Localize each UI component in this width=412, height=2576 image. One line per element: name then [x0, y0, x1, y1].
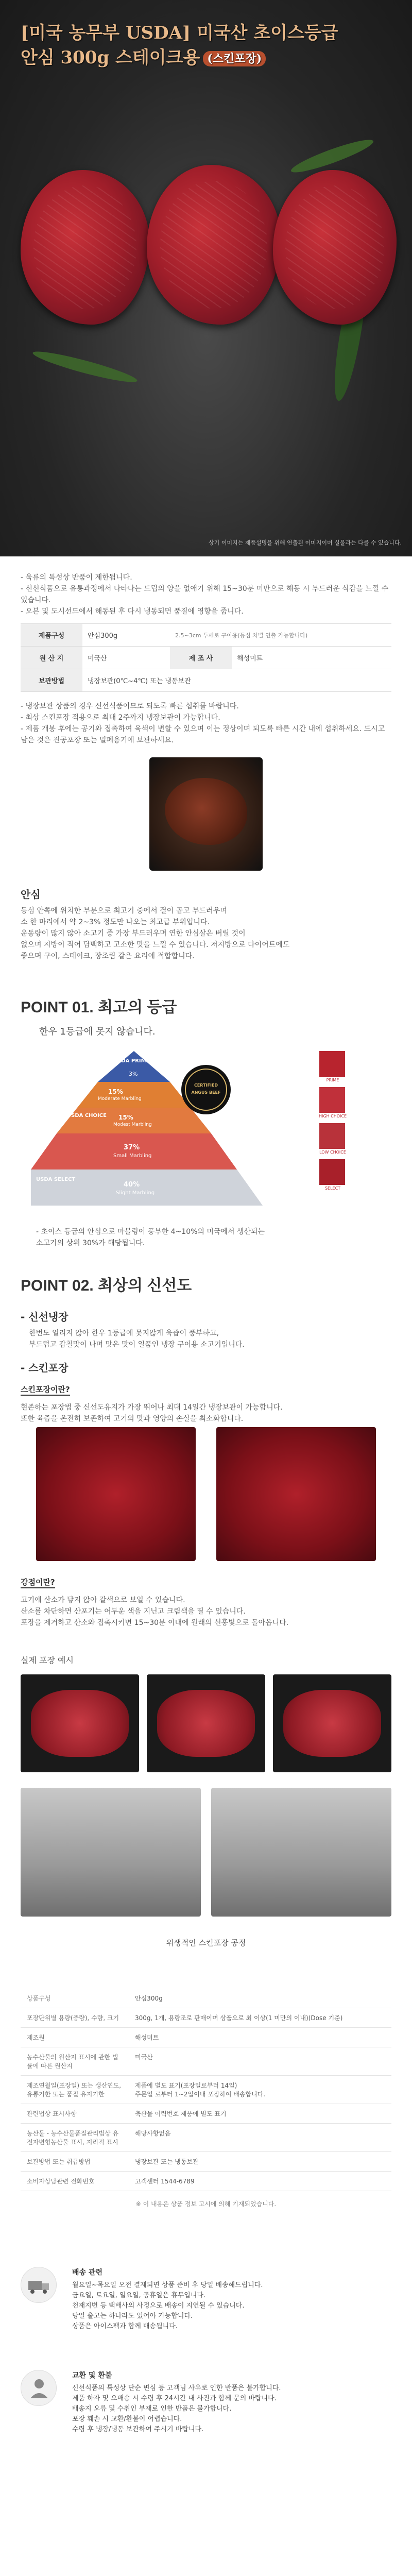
- spec-disclaimer: ※ 이 내용은 상품 정보 고시에 의해 기재되었습니다.: [135, 2200, 277, 2208]
- point2-title: POINT 02. 최상의 신선도: [21, 1277, 192, 1294]
- grade-swatch-high-choice: [319, 1087, 345, 1113]
- table-row: 농산물 - 농수산물품질관리법상 유전자변형농산물 표시, 지리적 표시 해당사항없음: [21, 2124, 391, 2152]
- table-row: 관련법상 표시사항 축산물 이력번호 제품에 별도 표기: [21, 2104, 391, 2124]
- packaging-machine-photo-1: [21, 1788, 201, 1917]
- intro-line: - 육류의 특성상 반품이 제한됩니다.: [21, 573, 132, 582]
- steak-image-right: [273, 170, 397, 325]
- steak-image-left: [21, 170, 149, 325]
- choice-mid-desc: Modest Marbling: [113, 1122, 152, 1127]
- choice-mid-pct: 15%: [118, 1114, 133, 1121]
- point1-subtitle: 한우 1등급에 못지 않습니다.: [39, 1026, 156, 1037]
- package-photo-1: [21, 1674, 139, 1772]
- grade-swatch-select: [319, 1159, 345, 1185]
- skin-heading: - 스킨포장: [21, 1362, 68, 1374]
- storage-line: - 최상 스킨포장 적용으로 최대 2주까지 냉장보관이 가능합니다.: [21, 714, 220, 722]
- grade-swatch-low-choice: [319, 1123, 345, 1149]
- swatch-label: HIGH CHOICE: [318, 1114, 347, 1118]
- table-row: 소비자상담관련 전화번호 고객센터 1544-6789: [21, 2172, 391, 2191]
- delivery-title: 배송 관련: [72, 2268, 102, 2277]
- swatch-label: LOW CHOICE: [319, 1150, 346, 1155]
- point1-title: POINT 01. 최고의 등급: [21, 999, 177, 1016]
- prime-pct: 3%: [129, 1071, 138, 1077]
- swatch-label: SELECT: [324, 1186, 341, 1191]
- strength-section: 강점이란? 고기에 산소가 닿지 않아 갈색으로 보일 수 있습니다. 산소를 차단하면 산포기는 어두운 색을 지닌고 크림색을 띨 수 있습니다. 포장을 제거하고 산소와 접촉시키면 15~30분 이내에 원래의 선홍빛으로 돌아옵니다.: [21, 1578, 289, 1627]
- package-photo-2: [147, 1674, 265, 1772]
- tenderloin-section: 안심 등심 안쪽에 위치한 부분으로 최고기 중에서 결이 곱고 부드러우며 소 한 마리에서 약 2~3% 정도만 나오는 최고급 부위입니다. 운동량이 많지 않아 소고기 중 가장 부드러우며 연한 안심살은 버릴 것이 없으며 지방이 적어 담백하고 고소한 맛을 느낄 수 있습니다. 저지방으로 다이어트에도 좋으며 구이, 스테이크, 장조림 같은 요리에 적합합니다.: [0, 886, 412, 962]
- badge-line-1: CERTIFIED: [194, 1083, 218, 1088]
- skin-pack-photo-1: [36, 1427, 196, 1561]
- product-title: [21, 21, 391, 71]
- hero-banner: [0, 0, 412, 556]
- exchange-title: 교환 및 환불: [72, 2371, 112, 2380]
- badge-line-2: ANGUS BEEF: [191, 1090, 221, 1095]
- pyramid-prime: [98, 1051, 170, 1082]
- real-photo-caption: 실제 포장 예시: [21, 1655, 74, 1665]
- hygiene-caption: 위생적인 스킨포장 공정: [166, 1938, 246, 1947]
- pyramid-choice-mid: [57, 1108, 211, 1133]
- spec-table: [21, 1989, 391, 2208]
- table-row: 보관방법 냉장보관(0℃~4℃) 또는 냉동보관: [21, 669, 391, 692]
- steak-image-center: [147, 165, 281, 325]
- truck-icon: [21, 2267, 57, 2303]
- packaging-machine-photo-2: [211, 1788, 391, 1917]
- prime-label: USDA PRIME: [113, 1058, 150, 1064]
- pyramid-select: [31, 1170, 263, 1206]
- choice-top-pct: 15%: [108, 1088, 123, 1095]
- storage-notes: [0, 701, 412, 746]
- choice-label: USDA CHOICE: [67, 1113, 107, 1118]
- small-pct: 37%: [124, 1144, 140, 1151]
- choice-top-desc: Moderate Marbling: [98, 1096, 142, 1101]
- title-line-1: [미국 농무부 USDA] 미국산 초이스등급: [21, 23, 338, 43]
- table-row: 제조연월일(포장일) 또는 생산연도, 유통기한 또는 품질 유지기한 제품에 별도 표기(포장일로부터 14일) 주문일 로부터 1~2일이내 포장하여 배송합니다.: [21, 2076, 391, 2104]
- intro-notes: [0, 572, 412, 617]
- select-pct: 40%: [124, 1181, 140, 1189]
- point2-section: POINT 02. 최상의 신선도 - 신선냉장 한번도 얼리지 않아 한우 1등급에 못지않게 육즙이 풍부하고, 부드럽고 감칠맛이 나며 맛은 맛이 일품인 냉장 구이용 소고기입니다. - 스킨포장 스킨포장이란? 현존하는 포장법 중 신선도유지가 가장 뛰어나 최대 14일간 냉장보관이 가능합니다. 또한 육즙을 온전히 보존하여 고기의 맛과 영양의 손실을 최소화합니다.: [0, 1273, 412, 1425]
- intro-line: - 오븐 및 도시선드에서 해동된 후 다시 냉동되면 품질에 영향을 줍니다.: [21, 607, 244, 616]
- title-line-2: 안심 300g 스테이크용: [21, 47, 200, 68]
- pack-tag: (스킨포장): [203, 51, 266, 66]
- storage-line: - 제품 개봉 후에는 공기와 접촉하여 육색이 변할 수 있으며 이는 정상이며 되도록 빠른 시간 내에 섭취하세요. 드시고 남은 것은 진공포장 또는 밀폐용기에 보관하세요.: [21, 725, 385, 744]
- table-row: 원 산 지 미국산 제 조 사 해성미트: [21, 647, 391, 669]
- table-row: 제품구성 안심300g 2.5~3cm 두께로 구이용(등심 차별 연출 가능합니다): [21, 624, 391, 647]
- grade-swatch-prime: [319, 1051, 345, 1077]
- table-row: 제조원 해성미트: [21, 2028, 391, 2047]
- pyramid-choice-top: [77, 1082, 191, 1108]
- intro-line: - 신선식품으로 유통과정에서 나타나는 드립의 양을 없애기 위해 15~30분 미만으로 해동 시 부드러운 식감을 느낄 수 있습니다.: [21, 585, 389, 604]
- product-info-table: [21, 623, 391, 692]
- tenderloin-heading: 안심: [21, 888, 41, 901]
- strength-question: 강점이란?: [21, 1577, 55, 1588]
- cooked-steak-image: [149, 757, 263, 871]
- pyramid-small: [31, 1133, 237, 1170]
- small-desc: Small Marbling: [113, 1153, 152, 1159]
- fresh-heading: - 신선냉장: [21, 1311, 68, 1323]
- swatch-label: PRIME: [326, 1078, 339, 1082]
- point1-section: [0, 994, 412, 1038]
- storage-line: - 냉장보관 상품의 경우 신선식품이므로 되도록 빠른 섭취를 바랍니다.: [21, 702, 239, 710]
- point1-footnote: - 초이스 등급의 안심으로 마블링이 풍부한 4~10%의 미국에서 생산되는 소고기의 상위 30%가 해당됩니다.: [36, 1228, 265, 1247]
- table-row: 농수산물의 원산지 표시에 관한 법률에 따른 원산지 미국산: [21, 2047, 391, 2076]
- table-row: 포장단위별 용량(중량), 수량, 크기 300g, 1개, 용량조로 판매이며 상품으로 최 이상(1 미만의 이내)(Dose 기준): [21, 2008, 391, 2028]
- image-disclaimer: 상기 이미지는 제품설명을 위해 연출된 이미지이며 실물과는 다를 수 있습니다.: [209, 539, 402, 546]
- select-label: USDA SELECT: [36, 1177, 76, 1182]
- package-photo-3: [273, 1674, 391, 1772]
- skin-pack-photo-2: [216, 1427, 376, 1561]
- usda-grade-pyramid: [31, 1051, 350, 1236]
- table-row: 보관방법 또는 취급방법 냉장보관 또는 냉동보관: [21, 2152, 391, 2172]
- certified-angus-badge: [181, 1065, 231, 1114]
- skin-question: 스킨포장이란?: [21, 1384, 70, 1396]
- select-desc: Slight Marbling: [116, 1190, 155, 1196]
- person-icon: [21, 2370, 57, 2406]
- table-row: 상품구성 안심300g: [21, 1989, 391, 2008]
